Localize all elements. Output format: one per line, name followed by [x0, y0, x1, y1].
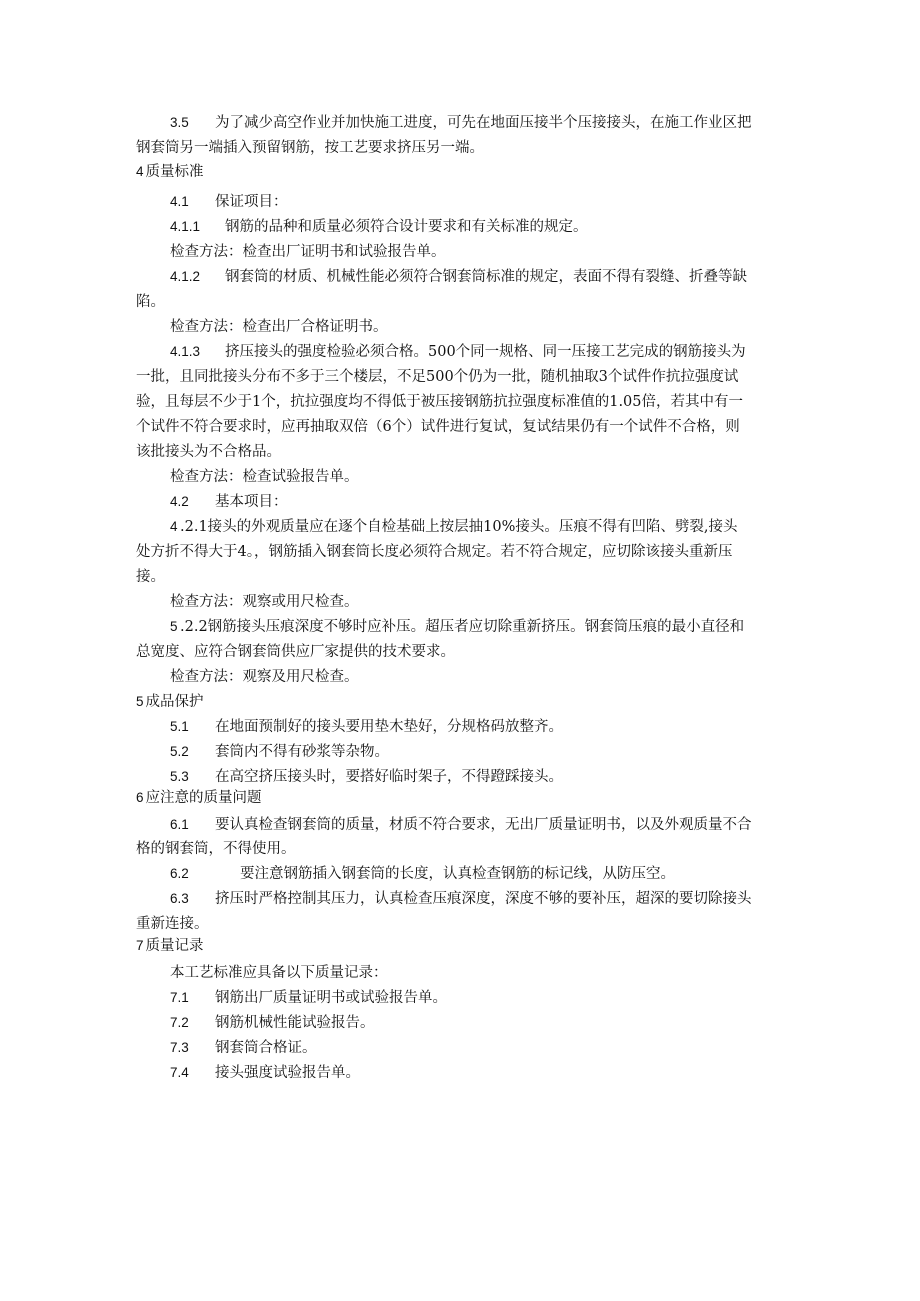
clause-number: 4.1 [170, 194, 189, 209]
clause-text: 为了减少高空作业并加快施工进度，可先在地面压接半个压接接头，在施工作业区把 [215, 115, 752, 131]
clause-6-3-line-1 [170, 887, 786, 911]
clause-text: .2.1接头的外观质量应在逐个自检基础上按层抽10%接头。压痕不得有凹陷、劈裂,接头 [180, 519, 738, 535]
section-heading-4 [136, 160, 786, 184]
clause-4-1 [170, 190, 786, 214]
clause-text: 钢套筒的材质、机械性能必须符合钢套筒标准的规定，表面不得有裂缝、折叠等缺 [225, 269, 747, 285]
check-method-4-1-1: 检查方法：检查出厂证明书和试验报告单。 [170, 244, 446, 260]
clause-text: 基本项目： [215, 494, 288, 510]
clause-6-1-line-2: 格的钢套筒，不得使用。 [136, 841, 296, 857]
clause-number: 7.4 [170, 1065, 189, 1080]
section-number: 5 [136, 694, 144, 709]
section-heading-6 [136, 786, 786, 810]
section-title: 应注意的质量问题 [145, 790, 262, 806]
clause-number: 7.3 [170, 1040, 189, 1055]
section-heading-5 [136, 690, 786, 714]
clause-number: 4.1.2 [170, 269, 201, 284]
clause-4-2-2-line-2: 总宽度、应符合钢套筒供应厂家提供的技术要求。 [136, 644, 455, 660]
clause-number: 5.2 [170, 744, 189, 759]
clause-text: 钢筋机械性能试验报告。 [215, 1015, 375, 1031]
check-method-4-2-2: 检查方法：观察及用尺检查。 [170, 669, 359, 685]
section-number: 6 [136, 790, 144, 805]
clause-4-1-3-line-4: 个试件不符合要求时，应再抽取双倍（6个）试件进行复试，复试结果仍有一个试件不合格，则 [136, 419, 740, 435]
clause-number: 5.1 [170, 719, 189, 734]
clause-text: 保证项目： [215, 194, 288, 210]
list-item [170, 1036, 786, 1060]
clause-3-5-line-2: 钢套筒另一端插入预留钢筋，按工艺要求挤压另一端。 [136, 140, 484, 156]
clause-number: 5.3 [170, 769, 189, 784]
clause-6-2 [170, 862, 786, 886]
clause-text: 挤压时严格控制其压力，认真检查压痕深度，深度不够的要补压，超深的要切除接头 [215, 891, 752, 907]
clause-4-1-3-line-5: 该批接头为不合格品。 [136, 444, 281, 460]
clause-number: 3.5 [170, 115, 189, 130]
section-number: 7 [136, 938, 144, 953]
clause-number: 7.2 [170, 1015, 189, 1030]
clause-text: 要注意钢筋插入钢套筒的长度，认真检查钢筋的标记线，从防压空。 [240, 866, 675, 882]
clause-text: .2.2钢筋接头压痕深度不够时应补压。超压者应切除重新挤压。钢套筒压痕的最小直径和 [180, 619, 745, 635]
clause-number: 4.2 [170, 494, 189, 509]
clause-4-2-1-line-2: 处方折不得大于4。，钢筋插入钢套筒长度必须符合规定。若不符合规定，应切除该接头重新压 [136, 544, 733, 560]
section-number: 4 [136, 164, 144, 179]
clause-text: 接头强度试验报告单。 [215, 1065, 360, 1081]
clause-number: 6.1 [170, 817, 189, 832]
list-item [170, 715, 786, 739]
clause-4-1-3-line-2: 一批，且同批接头分布不多于三个楼层，不足500个仍为一批，随机抽取3个试件作抗拉强度试 [136, 369, 739, 385]
clause-4-2 [170, 490, 786, 514]
clause-number: 5 [170, 619, 178, 634]
clause-text: 钢筋出厂质量证明书或试验报告单。 [215, 990, 447, 1006]
clause-text: 要认真检查钢套筒的质量，材质不符合要求，无出厂质量证明书，以及外观质量不合 [215, 817, 752, 833]
clause-number: 4.1.1 [170, 219, 201, 234]
check-method-4-1-2: 检查方法：检查出厂合格证明书。 [170, 319, 388, 335]
section-title: 质量标准 [145, 164, 204, 180]
clause-4-1-3-line-3: 验，且每层不少于1个，抗拉强度均不得低于被压接钢筋抗拉强度标准值的1.05倍，若其中有一 [136, 394, 744, 410]
section-heading-7 [136, 934, 786, 958]
clause-number: 4.1.3 [170, 344, 201, 359]
clause-6-1-line-1 [170, 813, 786, 837]
clause-number: 6.3 [170, 891, 189, 906]
clause-3-5-line-1 [170, 111, 786, 135]
clause-number: 7.1 [170, 990, 189, 1005]
clause-4-2-1-line-1 [170, 515, 786, 539]
list-item [170, 740, 786, 764]
clause-4-1-2-line-2: 陷。 [136, 294, 165, 310]
clause-text: 钢筋的品种和质量必须符合设计要求和有关标准的规定。 [225, 219, 588, 235]
list-item [170, 1011, 786, 1035]
clause-4-1-3-line-1 [170, 340, 786, 364]
list-item [170, 986, 786, 1010]
clause-number: 4 [170, 519, 178, 534]
clause-text: 在高空挤压接头时，要搭好临时架子，不得蹬踩接头。 [215, 769, 563, 785]
list-item [170, 1061, 786, 1085]
section-7-intro: 本工艺标准应具备以下质量记录： [170, 965, 388, 981]
clause-6-3-line-2: 重新连接。 [136, 916, 209, 932]
clause-text: 挤压接头的强度检验必须合格。500个同一规格、同一压接工艺完成的钢筋接头为 [225, 344, 746, 360]
clause-4-2-2-line-1 [170, 615, 786, 639]
clause-text: 在地面预制好的接头要用垫木垫好，分规格码放整齐。 [215, 719, 563, 735]
check-method-4-1-3: 检查方法：检查试验报告单。 [170, 469, 359, 485]
clause-number: 6.2 [170, 866, 189, 881]
clause-4-1-1 [170, 215, 786, 239]
section-title: 成品保护 [145, 694, 204, 710]
clause-text: 套筒内不得有砂浆等杂物。 [215, 744, 389, 760]
clause-4-1-2-line-1 [170, 265, 786, 289]
check-method-4-2-1: 检查方法：观察或用尺检查。 [170, 594, 359, 610]
section-title: 质量记录 [145, 938, 204, 954]
clause-4-2-1-line-3: 接。 [136, 569, 165, 585]
clause-text: 钢套筒合格证。 [215, 1040, 317, 1056]
